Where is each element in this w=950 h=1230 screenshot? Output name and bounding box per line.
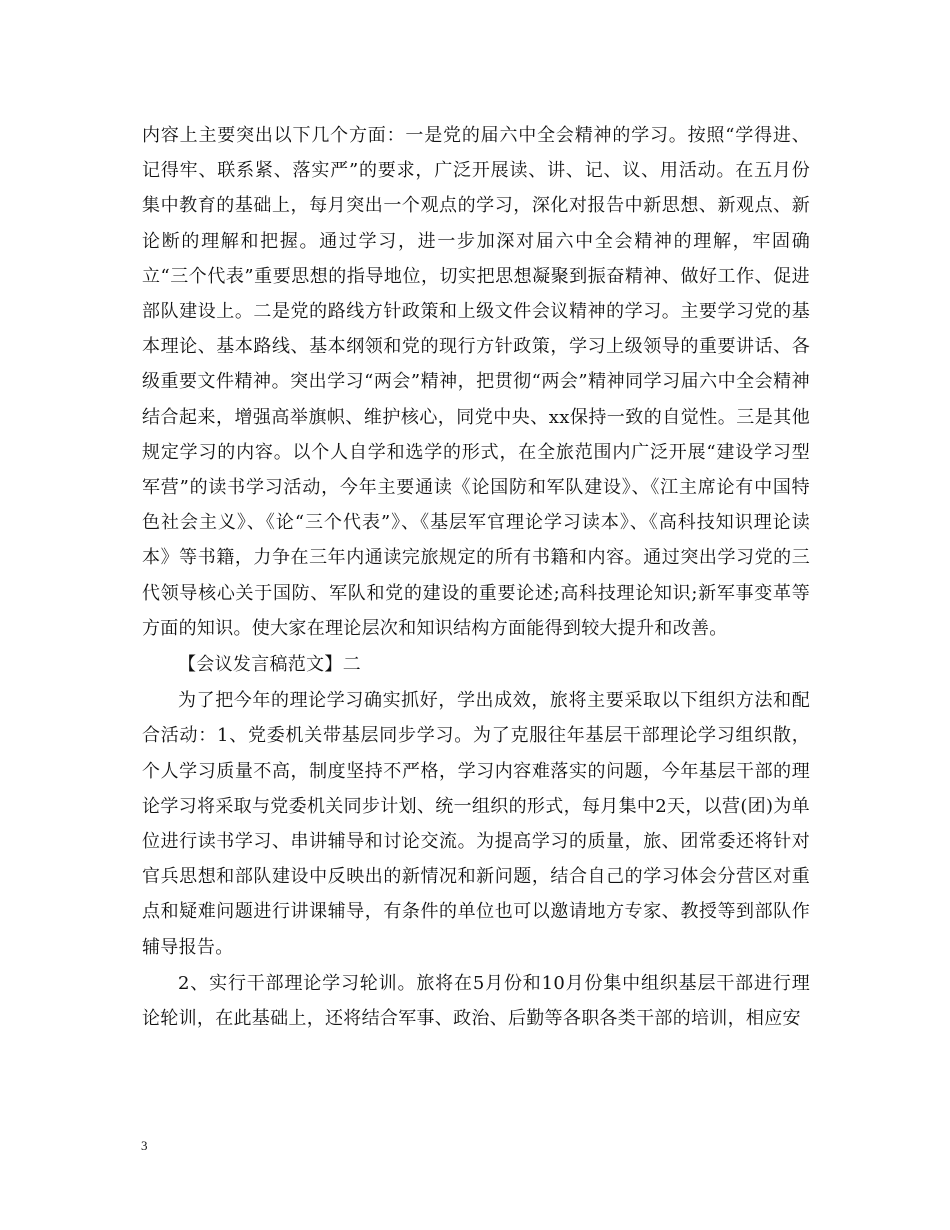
page-number: 3 (141, 1138, 148, 1153)
section-heading: 【会议发言稿范文】二 (178, 654, 361, 676)
body-paragraph-1: 内容上主要突出以下几个方面：一是党的届六中全会精神的学习。按照“学得进、记得牢、联系紧、落实严”的要求，广泛开展读、讲、记、议、用活动。在五月份集中教育的基础上，每月突出一个观点的学习，深化对报告中新思想、新观点、新论断的理解和把握。通过学习，进一步加深对届六中全会精神的理解，牢固确立“三个代表”重要思想的指导地位，切实把思想凝聚到振奋精神、做好工作、促进部队建设上。二是党的路线方针政策和上级文件会议精神的学习。主要学习党的基本理论、基本路线、基本纲领和党的现行方针政策，学习上级领导的重要讲话、各级重要文件精神。突出学习“两会”精神，把贯彻“两会”精神同学习届六中全会精神结合起来，增强高举旗帜、维护核心，同党中央、xx保持一致的自觉性。三是其他规定学习的内容。以个人自学和选学的形式，在全旅范围内广泛开展“建设学习型军营”的读书学习活动，今年主要通读《论国防和军队建设》、《江主席论有中国特色社会主义》、《论“三个代表”》、《基层军官理论学习读本》、《高科技知识理论读本》等书籍，力争在三年内通读完旅规定的所有书籍和内容。通过突出学习党的三代领导核心关于国防、军队和党的建设的重要论述;高科技理论知识;新军事变革等方面的知识。使大家在理论层次和知识结构方面能得到较大提升和改善。 (142, 125, 810, 639)
document-body (142, 118, 810, 1036)
body-paragraph-2: 为了把今年的理论学习确实抓好，学出成效，旅将主要采取以下组织方法和配合活动：1、党委机关带基层同步学习。为了克服往年基层干部理论学习组织散，个人学习质量不高，制度坚持不严格，学习内容难落实的问题，今年基层干部的理论学习将采取与党委机关同步计划、统一组织的形式，每月集中2天，以营(团)为单位进行读书学习、串讲辅导和讨论交流。为提高学习的质量，旅、团常委还将针对官兵思想和部队建设中反映出的新情况和新问题，结合自己的学习体会分营区对重点和疑难问题进行讲课辅导，有条件的单位也可以邀请地方专家、教授等到部队作辅导报告。 (142, 690, 810, 958)
body-paragraph-3: 2、实行干部理论学习轮训。旅将在5月份和10月份集中组织基层干部进行理论轮训，在此基础上，还将结合军事、政治、后勤等各职各类干部的培训，相应安 (142, 972, 810, 1030)
